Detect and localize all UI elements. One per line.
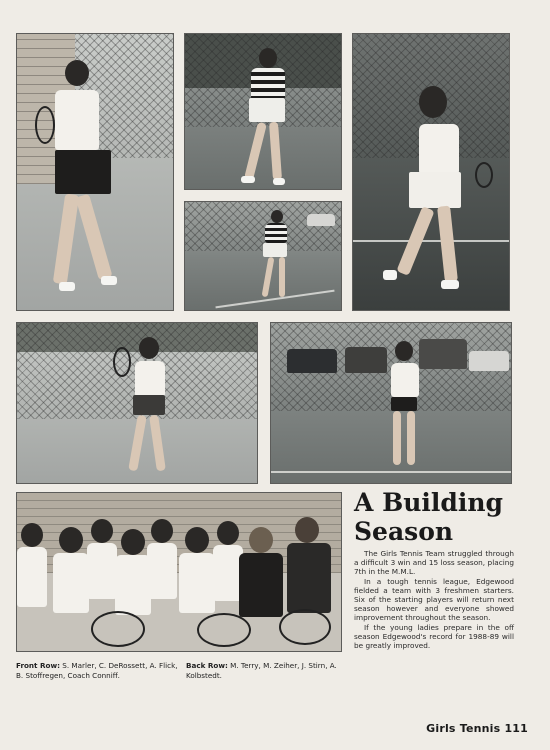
player xyxy=(45,54,135,304)
article-title xyxy=(354,488,544,546)
parked-car xyxy=(469,351,509,371)
photo-player-striped-shirt-distance xyxy=(184,201,342,311)
page-number: 111 xyxy=(504,722,528,735)
section-name: Girls Tennis xyxy=(426,722,501,735)
tennis-racket xyxy=(113,347,131,377)
parked-car xyxy=(345,347,387,373)
tennis-racket xyxy=(475,162,493,188)
tennis-racket xyxy=(197,613,251,647)
photo-player-parking-lot xyxy=(270,322,512,484)
player xyxy=(121,337,181,483)
parked-car xyxy=(419,339,467,369)
photo-player-backhand xyxy=(352,33,510,311)
title-line-1: A Building xyxy=(354,488,504,517)
photo-player-striped-shirt xyxy=(184,33,342,190)
tennis-racket xyxy=(279,609,331,645)
photo-team xyxy=(16,492,342,652)
photo-player-serve-ready xyxy=(16,322,258,484)
paragraph-1: The Girls Tennis Team struggled through a difficult 3 win and 15 loss season, placing 7th in the M.M.L. xyxy=(354,549,514,577)
photo-player-forehand-ready xyxy=(16,33,174,311)
front-row-label: Front Row: xyxy=(16,661,60,670)
front-row-names: S. Marler, C. DeRossett, A. Flick, B. Stoffregen, Coach Conniff. xyxy=(16,661,178,680)
player xyxy=(379,86,499,306)
paragraph-2: In a tough tennis league, Edgewood fielded a team with 3 freshmen starters. Six of the starting players will return next season however and everyone showed improvement throughout the season. xyxy=(354,576,514,623)
team-players xyxy=(17,513,341,651)
paragraph-3: If the young ladies prepare in the off season Edgewood's record for 1988-89 will be greatly improved. xyxy=(354,622,514,651)
back-row-label: Back Row: xyxy=(186,661,228,670)
back-row-names: M. Terry, M. Zeiher, J. Stirn, A. Kolbstedt. xyxy=(186,661,337,680)
player xyxy=(237,48,297,188)
page-footer xyxy=(426,722,528,735)
parked-car xyxy=(287,349,337,373)
tennis-racket xyxy=(91,611,145,647)
tennis-racket xyxy=(35,106,55,144)
player xyxy=(257,210,297,310)
article-body xyxy=(354,549,514,650)
player xyxy=(385,341,425,477)
parked-car xyxy=(307,214,335,226)
title-line-2: Season xyxy=(354,517,454,546)
caption-back-row xyxy=(186,661,342,680)
caption-front-row xyxy=(16,661,178,680)
